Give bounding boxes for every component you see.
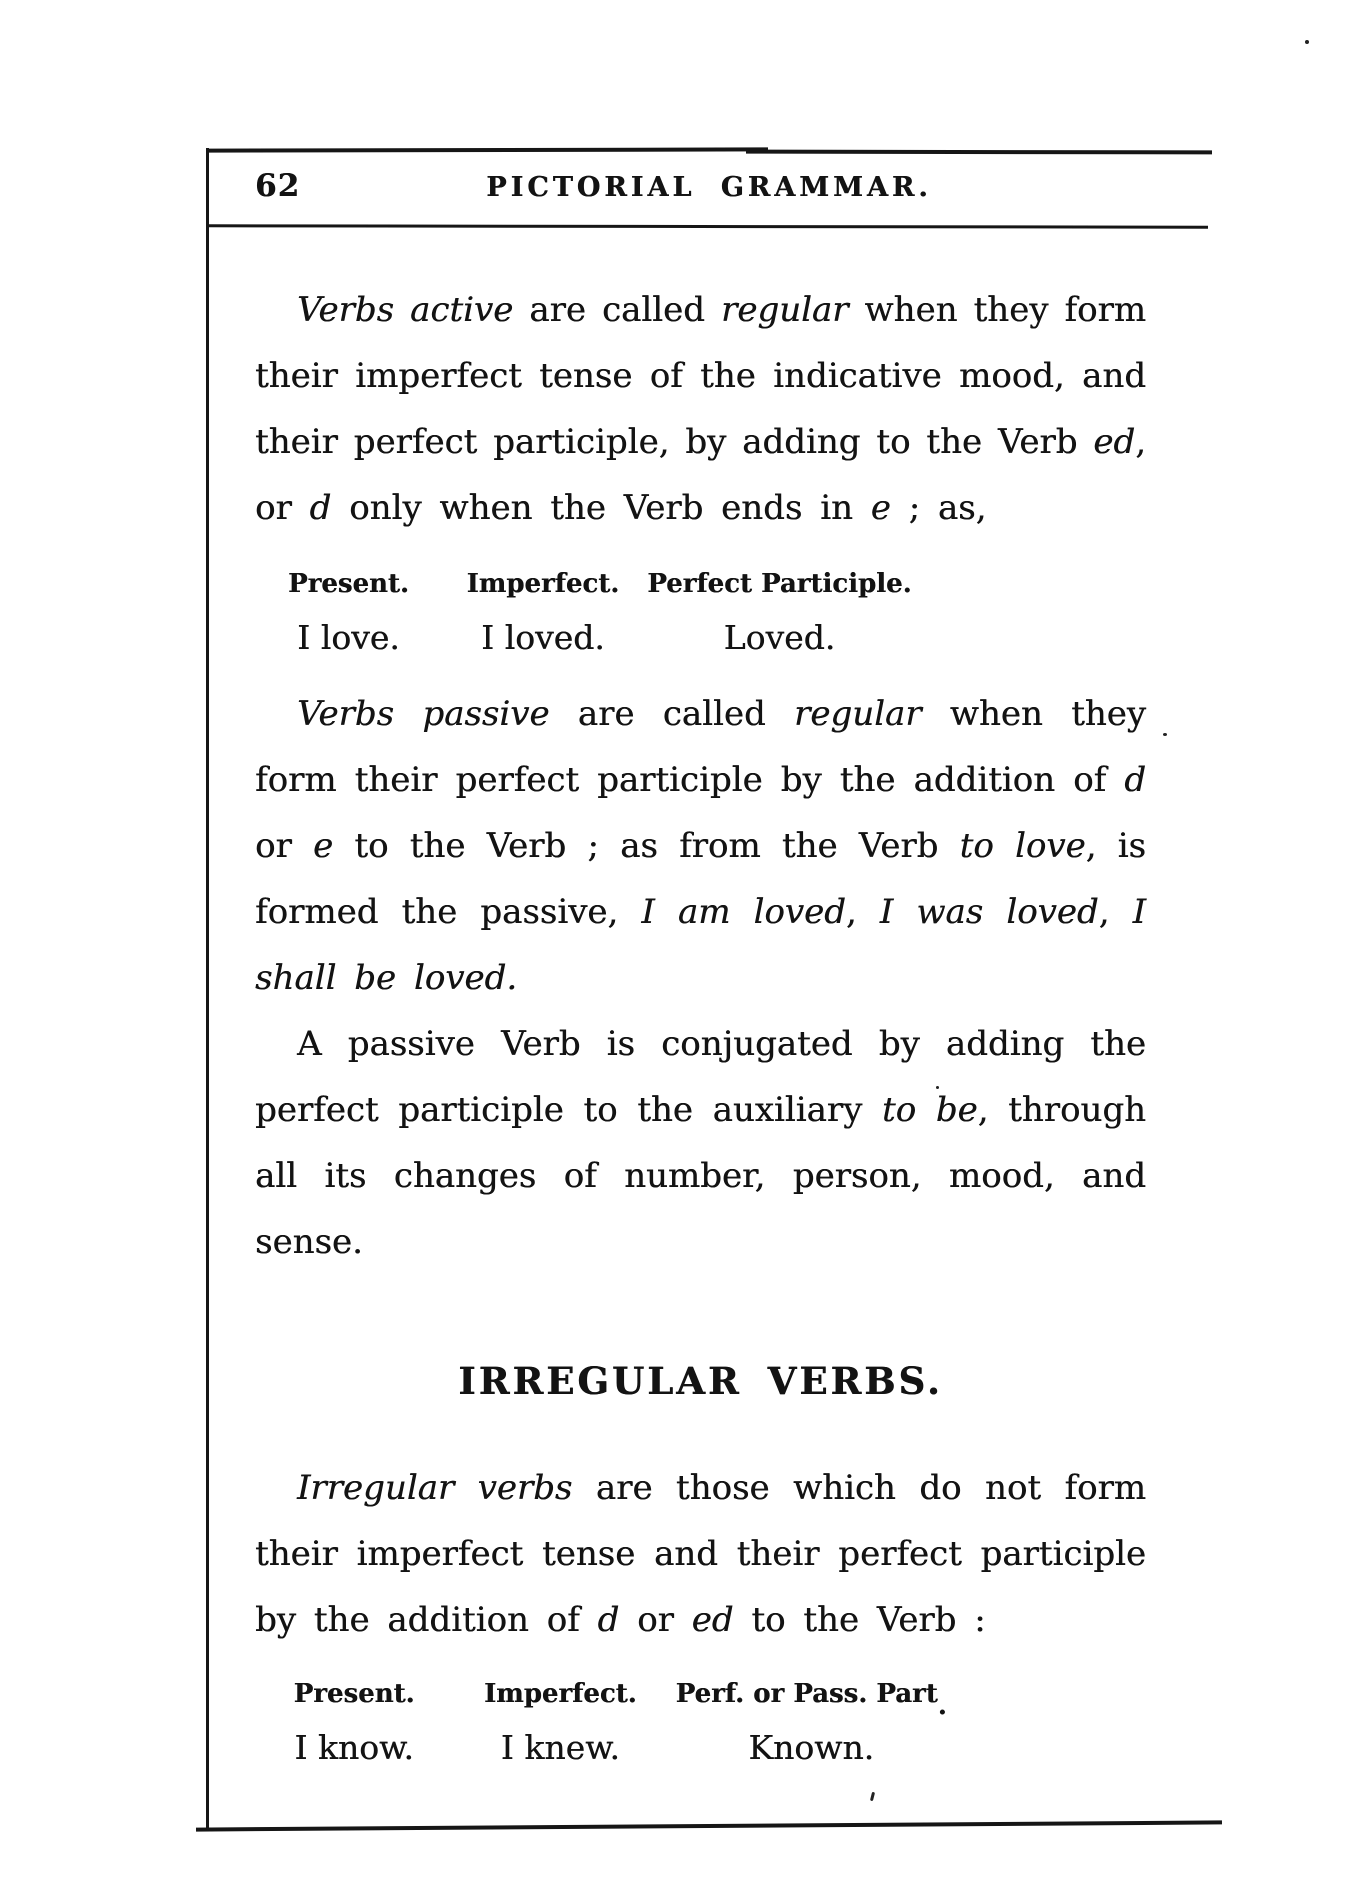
text-segment: ed bbox=[1093, 422, 1136, 462]
text-segment: e bbox=[312, 826, 334, 866]
bottom-rule bbox=[196, 1820, 1222, 1831]
table-header-perf-pass-part bbox=[667, 1669, 955, 1719]
text-segment: their imperfect tense and their perfect participle bbox=[255, 1534, 1146, 1574]
text-segment: when they bbox=[921, 694, 1147, 734]
text-line bbox=[255, 343, 1146, 409]
text-line bbox=[255, 475, 1146, 541]
text-segment: to be bbox=[881, 1090, 978, 1130]
text-line bbox=[255, 879, 1146, 945]
text-segment: ; as, bbox=[890, 488, 987, 528]
text-segment: , is bbox=[1085, 826, 1146, 866]
running-title: PICTORIAL GRAMMAR. bbox=[486, 172, 932, 203]
text-segment: or bbox=[619, 1600, 692, 1640]
text-segment: I bbox=[1132, 892, 1147, 932]
text-segment: A passive Verb is conjugated by adding the bbox=[297, 1024, 1146, 1064]
text-line bbox=[255, 813, 1146, 879]
page-number: 62 bbox=[255, 168, 301, 204]
text-line bbox=[255, 1143, 1146, 1209]
text-segment: formed the passive, bbox=[255, 892, 642, 932]
text-segment: regular bbox=[720, 290, 849, 330]
text-segment: , bbox=[1098, 892, 1133, 932]
text-segment: I was loved bbox=[879, 892, 1099, 932]
text-line bbox=[255, 1209, 1146, 1275]
table-header-present: Present. bbox=[288, 569, 409, 599]
text-line bbox=[255, 1011, 1146, 1077]
text-segment: I am loved bbox=[641, 892, 846, 932]
text-line bbox=[255, 277, 1146, 343]
text-segment: or bbox=[255, 488, 310, 528]
text-segment: , bbox=[1135, 422, 1146, 462]
text-line bbox=[255, 1455, 1146, 1521]
paragraph-verbs-active bbox=[255, 277, 1146, 541]
text-line bbox=[255, 1077, 1146, 1143]
text-segment: Perf. or Pass. Part bbox=[675, 1679, 938, 1709]
left-rule bbox=[206, 162, 209, 1828]
irregular-verb-table bbox=[255, 1669, 955, 1777]
text-segment: , bbox=[845, 892, 880, 932]
table-cell: Known. bbox=[748, 1728, 875, 1767]
text-segment: or bbox=[255, 826, 313, 866]
lowered-period: . bbox=[937, 1691, 947, 1721]
text-line bbox=[255, 681, 1146, 747]
text-segment: are called bbox=[513, 290, 721, 330]
page-header bbox=[209, 152, 1209, 225]
text-segment: their perfect participle, by adding to the Verb bbox=[255, 422, 1094, 462]
table-cell: I know. bbox=[294, 1728, 414, 1767]
text-line bbox=[255, 1521, 1146, 1587]
text-segment: d bbox=[309, 488, 332, 528]
paragraph-verbs-passive bbox=[255, 681, 1146, 1011]
paragraph-passive-conjugation bbox=[255, 1011, 1146, 1275]
paragraph-irregular-verbs bbox=[255, 1455, 1146, 1653]
text-segment: by the addition of bbox=[255, 1600, 598, 1640]
text-segment: d bbox=[597, 1600, 620, 1640]
table-cell: I love. bbox=[297, 618, 400, 657]
text-segment: to love bbox=[959, 826, 1086, 866]
text-segment: ed bbox=[691, 1600, 734, 1640]
text-segment: only when the Verb ends in bbox=[331, 488, 871, 528]
text-segment: regular bbox=[794, 694, 922, 734]
section-heading-irregular-verbs: IRREGULAR VERBS. bbox=[458, 1359, 943, 1403]
text-segment: their imperfect tense of the indicative mood, and bbox=[255, 356, 1146, 396]
body-text bbox=[255, 277, 1146, 1777]
page-frame bbox=[206, 148, 1212, 1830]
table-header-imperfect: Imperfect. bbox=[466, 569, 620, 599]
text-line bbox=[255, 409, 1146, 475]
text-segment: form their perfect participle by the addition of bbox=[255, 760, 1125, 800]
text-segment: d bbox=[1124, 760, 1146, 800]
table-header-present: Present. bbox=[293, 1679, 415, 1709]
text-segment: Verbs active bbox=[297, 290, 514, 330]
text-segment: all its changes of number, person, mood, and bbox=[255, 1156, 1146, 1196]
regular-verb-table bbox=[255, 559, 915, 667]
text-segment: shall be loved. bbox=[255, 958, 518, 998]
text-segment: are called bbox=[549, 694, 795, 734]
text-segment: when they form bbox=[848, 290, 1146, 330]
text-segment: perfect participle to the auxiliary bbox=[255, 1090, 882, 1130]
table-cell: I knew. bbox=[500, 1728, 620, 1767]
text-segment: to the Verb : bbox=[733, 1600, 986, 1640]
text-line bbox=[255, 945, 1146, 1011]
text-segment: Verbs passive bbox=[297, 694, 550, 734]
table-header-perfect-participle: Perfect Participle. bbox=[647, 569, 912, 599]
table-cell: Loved. bbox=[723, 618, 836, 657]
text-line bbox=[255, 1587, 1146, 1653]
table-cell: I loved. bbox=[481, 618, 605, 657]
table-header-imperfect: Imperfect. bbox=[484, 1679, 637, 1709]
text-segment: sense. bbox=[255, 1222, 363, 1262]
text-line bbox=[255, 747, 1146, 813]
text-segment: to the Verb ; as from the Verb bbox=[333, 826, 960, 866]
text-segment: e bbox=[870, 488, 891, 528]
text-segment: Irregular verbs bbox=[297, 1468, 573, 1508]
ink-speck bbox=[1305, 40, 1309, 44]
text-segment: are those which do not form bbox=[572, 1468, 1146, 1508]
text-segment: , through bbox=[977, 1090, 1146, 1130]
